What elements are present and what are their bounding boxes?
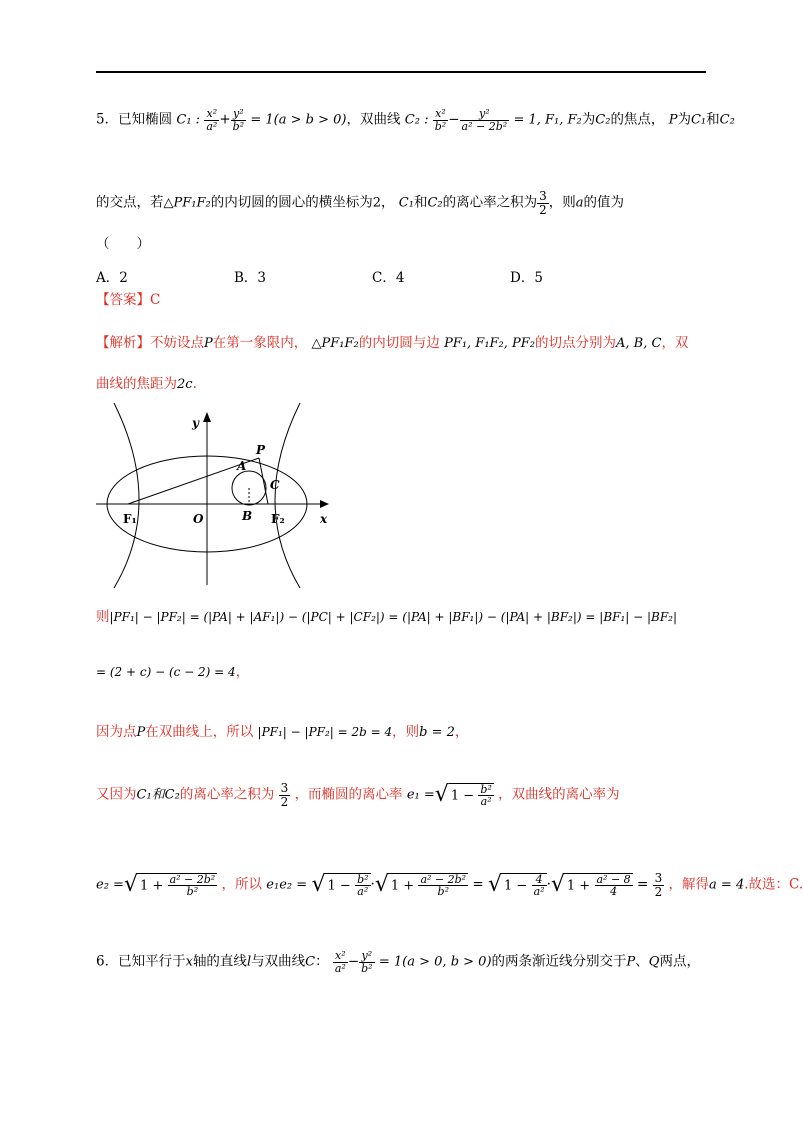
- label-c: C: [270, 478, 280, 492]
- equation-line-1: 则|PF₁| − |PF₂| = (|PA| + |AF₁|) − (|PC| + |CF₂|) = (|PA| + |BF₁|) − (|PA| + |BF₂|) = |BF₁| − |BF₂|: [96, 609, 678, 625]
- analysis-line-2: 曲线的焦距为2c.: [96, 376, 197, 392]
- equation-line-2: = (2 + c) − (c − 2) = 4，: [96, 664, 250, 680]
- choice-b: B．3: [234, 270, 267, 286]
- analysis-line-1: 【解析】不妨设点P在第一象限内， △PF₁F₂的内切圆与边 PF₁, F₁F₂, PF₂的切点分别为A, B, C，双: [96, 335, 689, 351]
- hyperbola-left-branch: [114, 403, 139, 588]
- x-axis-arrow: [320, 500, 329, 508]
- label-a: A: [237, 459, 247, 473]
- label-o: O: [193, 512, 204, 526]
- choice-c: C．4: [372, 270, 405, 286]
- statement-line-5: e₂ =√ 1 + $\frac{\text{a² − 2b²}}{\text{b²}}$ ，所以 e₁e₂ = √ 1 − $\frac{\text{b²}}{\text{a²}}$ ·√ 1 + $\frac{\text{a² − 2b²}}{\text{b²}}$ = √ 1 − $\frac{4}{\text{a²}}$ ·√ 1 + $\frac{\text{a² − 8}}{4}$ = $\frac{3}{2}$ ，解得a = 4.故选：C.: [96, 871, 803, 899]
- label-x: x: [320, 512, 328, 526]
- hyperbola-right-branch: [275, 403, 300, 588]
- statement-line-4: 又因为C₁和C₂的离心率之积为 $\frac{3}{2}$ ，而椭圆的离心率 e₁ =√ 1 − $\frac{\text{b²}}{\text{a²}}$ ，双曲线的离心率为: [96, 781, 620, 809]
- label-y: y: [192, 416, 199, 430]
- q5-line-2: 的交点，若△PF₁F₂的内切圆的圆心的横坐标为2， C₁和C₂的离心率之积为 $\frac{3}{2}$ ，则a的值为: [96, 189, 625, 217]
- y-axis-arrow: [203, 412, 211, 422]
- label-f2: F₂: [271, 512, 285, 526]
- statement-line-3: 因为点P在双曲线上，所以 |PF₁| − |PF₂| = 2b = 4，则b = 2，: [96, 724, 469, 740]
- header-rule: [96, 71, 706, 73]
- label-p: P: [256, 443, 266, 457]
- answer-line: 【答案】C: [96, 292, 161, 308]
- q6-line-1: 6．已知平行于x轴的直线l与双曲线C： $\frac{\text{x²}}{\text{a²}}$ − $\frac{\text{y²}}{\text{b²}}$ = 1(a > 0, b > 0)的两条渐近线分别交于P、Q两点，: [96, 949, 700, 975]
- q5-paren: （ ）: [96, 236, 150, 252]
- ellipse-hyperbola-figure: [96, 403, 346, 588]
- label-f1: F₁: [123, 512, 137, 526]
- q5-line-1: 5．已知椭圆 C₁ : $\frac{\text{x²}}{\text{a²}}$ + $\frac{\text{y²}}{\text{b²}}$ = 1(a > b > 0)，双曲线 C₂ : $\frac{\text{x²}}{\text{b²}}$ − $\frac{\text{y²}}{\text{a² − 2b²}}$ = 1, F₁, F₂为C₂的焦点， P为C₁和C₂: [96, 107, 735, 133]
- choice-d: D．5: [510, 270, 543, 286]
- label-b: B: [242, 509, 253, 523]
- choice-a: A．2: [96, 270, 128, 286]
